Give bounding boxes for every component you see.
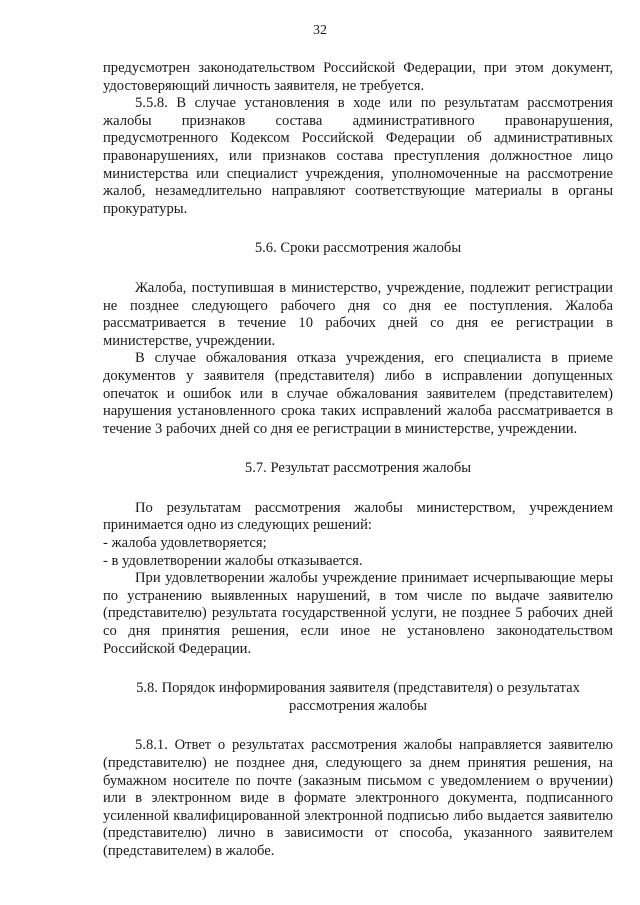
paragraph: В случае обжалования отказа учреждения, его специалиста в приеме документов у заявителя (представителя) либо в исправлении допущенных опечаток и ошибок или в случае обжалования заявителем (представителем) нарушения установленного срока таких исправлений жалоба рассматривается в течение 3 рабочих дней со дня ее регистрации в министерстве, учреждении. xyxy=(103,350,613,437)
list-item: - жалоба удовлетворяется; xyxy=(103,535,267,552)
page-number: 32 xyxy=(313,23,327,38)
document-body xyxy=(103,60,613,861)
paragraph-5-5-8: 5.5.8. В случае установления в ходе или по результатам рассмотрения жалобы признаков состава административного правонарушения, предусмотренного Кодексом Российской Федерации об административных правонарушениях, или признаков состава преступления должностное лицо министерства или специалист учреждения, уполномоченные на рассмотрение жалоб, незамедлительно направляют соответствующие материалы в органы прокуратуры. xyxy=(103,95,613,217)
paragraph-5-8-1: 5.8.1. Ответ о результатах рассмотрения жалобы направляется заявителю (представителю) не позднее дня, следующего за днем принятия решения, на бумажном носителе по почте (заказным письмом с уведомлением о вручении) или в электронном виде в формате электронного документа, подписанного усиленной квалифицированной электронной подписью либо выдается заявителю (представителю) лично в зависимости от способа, указанного заявителем (представителем) в жалобе. xyxy=(103,737,613,859)
paragraph: При удовлетворении жалобы учреждение принимает исчерпывающие меры по устранению выявленных нарушений, в том числе по выдаче заявителю (представителю) результата государственной услуги, не позднее 5 рабочих дней со дня принятия решения, если иное не установлено законодательством Российской Федерации. xyxy=(103,570,613,657)
paragraph: предусмотрен законодательством Российской Федерации, при этом документ, удостоверяющий личность заявителя, не требуется. xyxy=(103,60,613,94)
paragraph: Жалоба, поступившая в министерство, учреждение, подлежит регистрации не позднее следующего рабочего дня со дня ее поступления. Жалоба рассматривается в течение 10 рабочих дней со дня ее регистрации в министерстве, учреждении. xyxy=(103,279,613,349)
list-item: - в удовлетворении жалобы отказывается. xyxy=(103,552,363,569)
section-heading-5-6: 5.6. Сроки рассмотрения жалобы xyxy=(254,240,462,257)
paragraph: По результатам рассмотрения жалобы министерством, учреждением принимается одно из следующих решений: xyxy=(103,499,613,534)
section-heading-5-8: 5.8. Порядок информирования заявителя (представителя) о результатах рассмотрения жалобы xyxy=(136,680,580,714)
section-heading-5-7: 5.7. Результат рассмотрения жалобы xyxy=(244,460,472,477)
